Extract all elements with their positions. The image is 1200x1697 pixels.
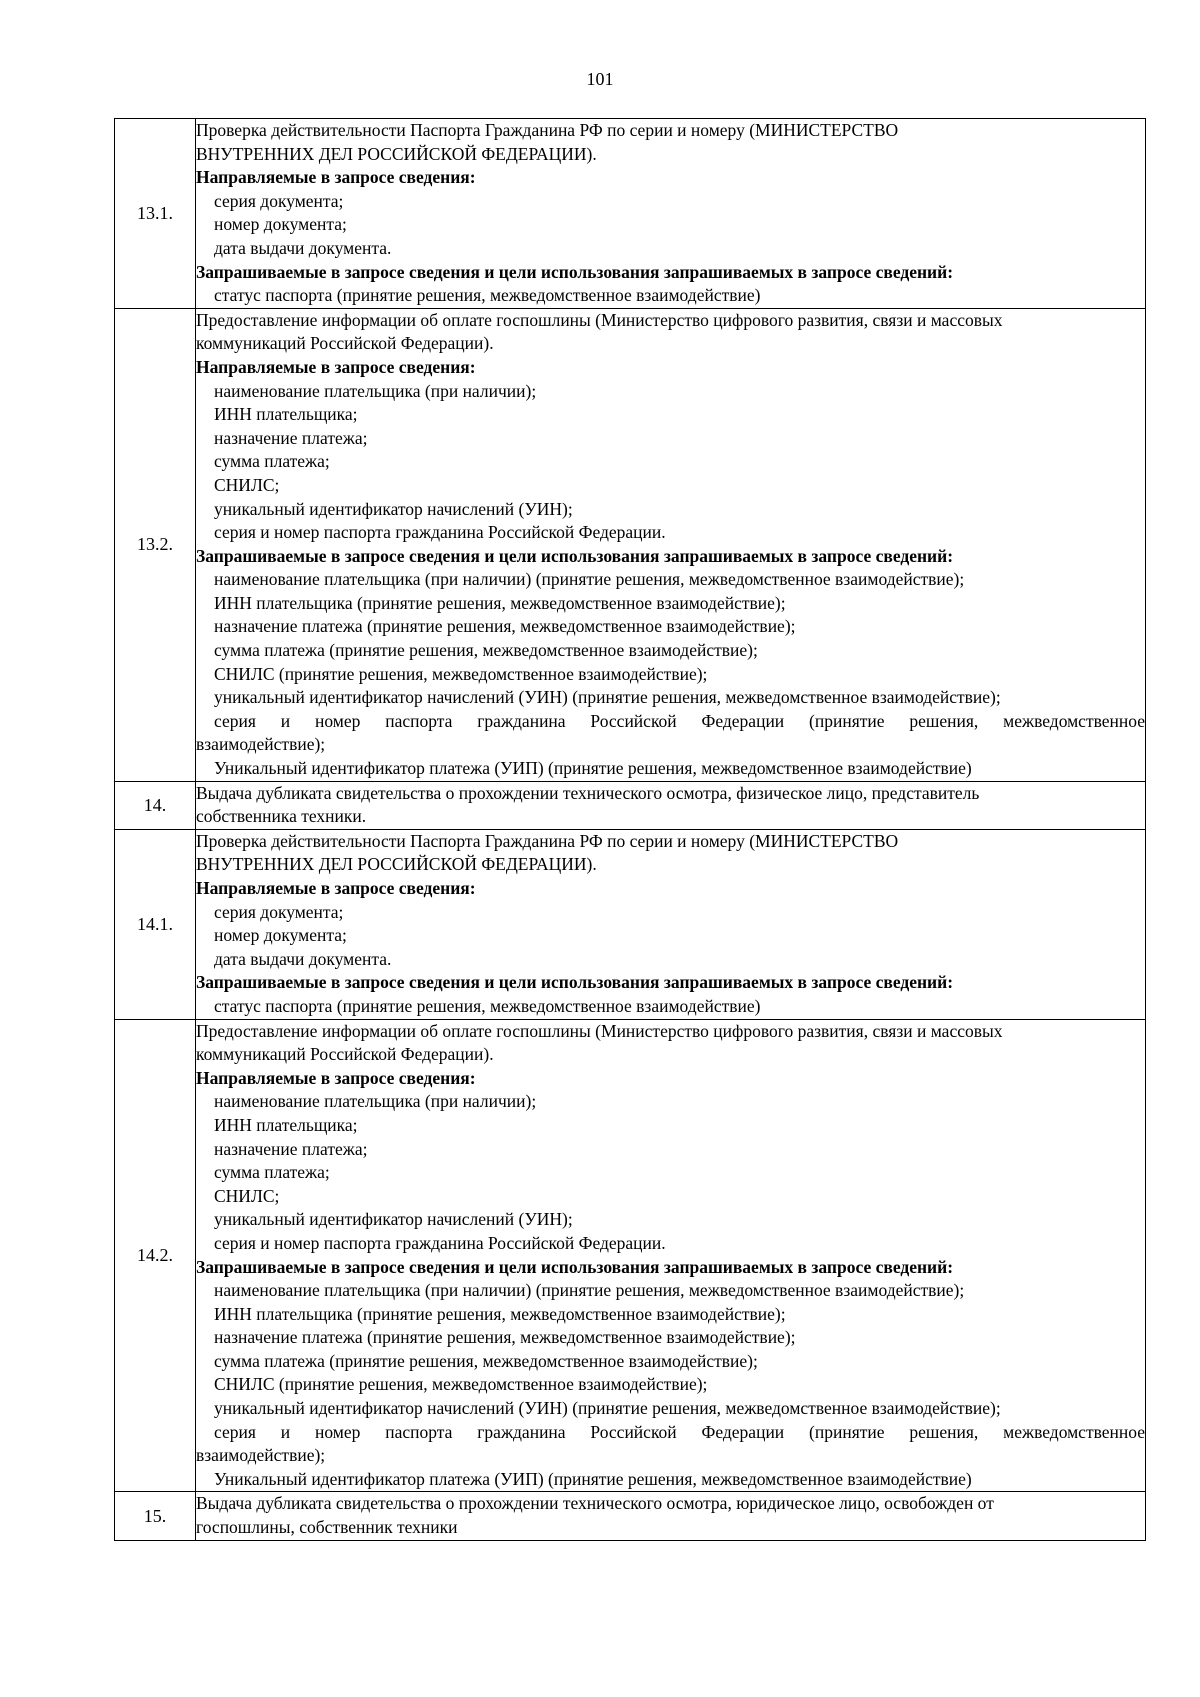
row-content: [196, 1492, 1146, 1540]
row-content: [196, 829, 1146, 1019]
list-item: СНИЛС (принятие решения, межведомственное взаимодействие);: [214, 663, 708, 684]
list-item: уникальный идентификатор начислений (УИН);: [214, 498, 573, 519]
list-item: Уникальный идентификатор платежа (УИП) (принятие решения, межведомственное взаимодействие): [214, 1468, 972, 1489]
row-text-line: Выдача дубликата свидетельства о прохождении технического осмотра, физическое лицо, представитель: [196, 782, 980, 803]
list-item: сумма платежа;: [214, 1162, 330, 1183]
list-item: Уникальный идентификатор платежа (УИП) (принятие решения, межведомственное взаимодействие): [214, 758, 972, 779]
row-title-line: ВНУТРЕННИХ ДЕЛ РОССИЙСКОЙ ФЕДЕРАЦИИ).: [196, 143, 597, 164]
row-title-line: коммуникаций Российской Федерации).: [196, 1044, 494, 1065]
list-item: серия и номер паспорта гражданина Российской Федерации.: [214, 522, 666, 543]
list-item: уникальный идентификатор начислений (УИН) (принятие решения, межведомственное взаимодействие);: [214, 1398, 1001, 1419]
requirements-table: [114, 118, 1146, 1541]
list-item: серия документа;: [214, 901, 344, 922]
list-item: наименование плательщика (при наличии);: [214, 380, 537, 401]
list-item: уникальный идентификатор начислений (УИН);: [214, 1209, 573, 1230]
row-number: 13.2.: [115, 308, 196, 781]
requested-heading: Запрашиваемые в запросе сведения и цели использования запрашиваемых в запросе сведений:: [196, 972, 954, 993]
list-item: сумма платежа (принятие решения, межведомственное взаимодействие);: [214, 1350, 758, 1371]
list-item: наименование плательщика (при наличии);: [214, 1091, 537, 1112]
row-number: 14.: [115, 781, 196, 829]
row-text-line: госпошлины, собственник техники: [196, 1517, 458, 1538]
list-item: уникальный идентификатор начислений (УИН) (принятие решения, межведомственное взаимодействие);: [214, 687, 1001, 708]
table-row: [115, 1492, 1146, 1540]
list-item-continuation: взаимодействие);: [196, 1445, 326, 1466]
list-item: назначение платежа;: [214, 427, 368, 448]
row-title-line: Проверка действительности Паспорта Гражданина РФ по серии и номеру (МИНИСТЕРСТВО: [196, 830, 899, 851]
list-item: назначение платежа;: [214, 1138, 368, 1159]
list-item: ИНН плательщика (принятие решения, межведомственное взаимодействие);: [214, 592, 786, 613]
list-item: серия и номер паспорта гражданина Российской Федерации (принятие решения, межведомственное: [214, 1421, 1145, 1442]
table-row: [115, 119, 1146, 309]
sent-heading: Направляемые в запросе сведения:: [196, 167, 476, 188]
row-text-line: собственника техники.: [196, 806, 367, 827]
list-item-continuation: взаимодействие);: [196, 734, 326, 755]
list-item: серия и номер паспорта гражданина Российской Федерации.: [214, 1232, 666, 1253]
page-number: 101: [586, 69, 614, 89]
list-item: номер документа;: [214, 925, 347, 946]
row-title-line: Предоставление информации об оплате госпошлины (Министерство цифрового развития, связи и массовых: [196, 1020, 1003, 1041]
list-item: СНИЛС (принятие решения, межведомственное взаимодействие);: [214, 1374, 708, 1395]
row-title-line: ВНУТРЕННИХ ДЕЛ РОССИЙСКОЙ ФЕДЕРАЦИИ).: [196, 854, 597, 875]
list-item: серия документа;: [214, 190, 344, 211]
list-item: ИНН плательщика;: [214, 1114, 358, 1135]
sent-heading: Направляемые в запросе сведения:: [196, 356, 476, 377]
table-row: [115, 829, 1146, 1019]
list-item: СНИЛС;: [214, 1185, 280, 1206]
list-item: номер документа;: [214, 214, 347, 235]
row-content: [196, 781, 1146, 829]
row-content: [196, 308, 1146, 781]
list-item: СНИЛС;: [214, 474, 280, 495]
list-item: назначение платежа (принятие решения, межведомственное взаимодействие);: [214, 1327, 796, 1348]
sent-heading: Направляемые в запросе сведения:: [196, 1067, 476, 1088]
list-item: сумма платежа;: [214, 451, 330, 472]
row-number: 14.1.: [115, 829, 196, 1019]
list-item: наименование плательщика (при наличии) (принятие решения, межведомственное взаимодействие);: [214, 569, 965, 590]
row-content: [196, 119, 1146, 309]
list-item: сумма платежа (принятие решения, межведомственное взаимодействие);: [214, 640, 758, 661]
row-text-line: Выдача дубликата свидетельства о прохождении технического осмотра, юридическое лицо, освобожден от: [196, 1493, 994, 1514]
list-item: назначение платежа (принятие решения, межведомственное взаимодействие);: [214, 616, 796, 637]
list-item: ИНН плательщика;: [214, 404, 358, 425]
list-item: статус паспорта (принятие решения, межведомственное взаимодействие): [214, 285, 761, 306]
list-item: ИНН плательщика (принятие решения, межведомственное взаимодействие);: [214, 1303, 786, 1324]
requested-heading: Запрашиваемые в запросе сведения и цели использования запрашиваемых в запросе сведений:: [196, 545, 954, 566]
list-item: статус паспорта (принятие решения, межведомственное взаимодействие): [214, 995, 761, 1016]
list-item: дата выдачи документа.: [214, 237, 392, 258]
row-content: [196, 1019, 1146, 1492]
requested-heading: Запрашиваемые в запросе сведения и цели использования запрашиваемых в запросе сведений:: [196, 261, 954, 282]
sent-heading: Направляемые в запросе сведения:: [196, 878, 476, 898]
list-item: наименование плательщика (при наличии) (принятие решения, межведомственное взаимодействие);: [214, 1280, 965, 1301]
table-row: [115, 1019, 1146, 1492]
table-row: [115, 781, 1146, 829]
row-number: 15.: [115, 1492, 196, 1540]
row-title-line: Предоставление информации об оплате госпошлины (Министерство цифрового развития, связи и массовых: [196, 309, 1003, 330]
row-title-line: Проверка действительности Паспорта Гражданина РФ по серии и номеру (МИНИСТЕРСТВО: [196, 120, 899, 140]
row-number: 14.2.: [115, 1019, 196, 1492]
row-title-line: коммуникаций Российской Федерации).: [196, 333, 494, 354]
table-row: [115, 308, 1146, 781]
row-number: 13.1.: [115, 119, 196, 309]
list-item: серия и номер паспорта гражданина Российской Федерации (принятие решения, межведомственное: [214, 710, 1145, 731]
requested-heading: Запрашиваемые в запросе сведения и цели использования запрашиваемых в запросе сведений:: [196, 1256, 954, 1277]
list-item: дата выдачи документа.: [214, 948, 392, 969]
